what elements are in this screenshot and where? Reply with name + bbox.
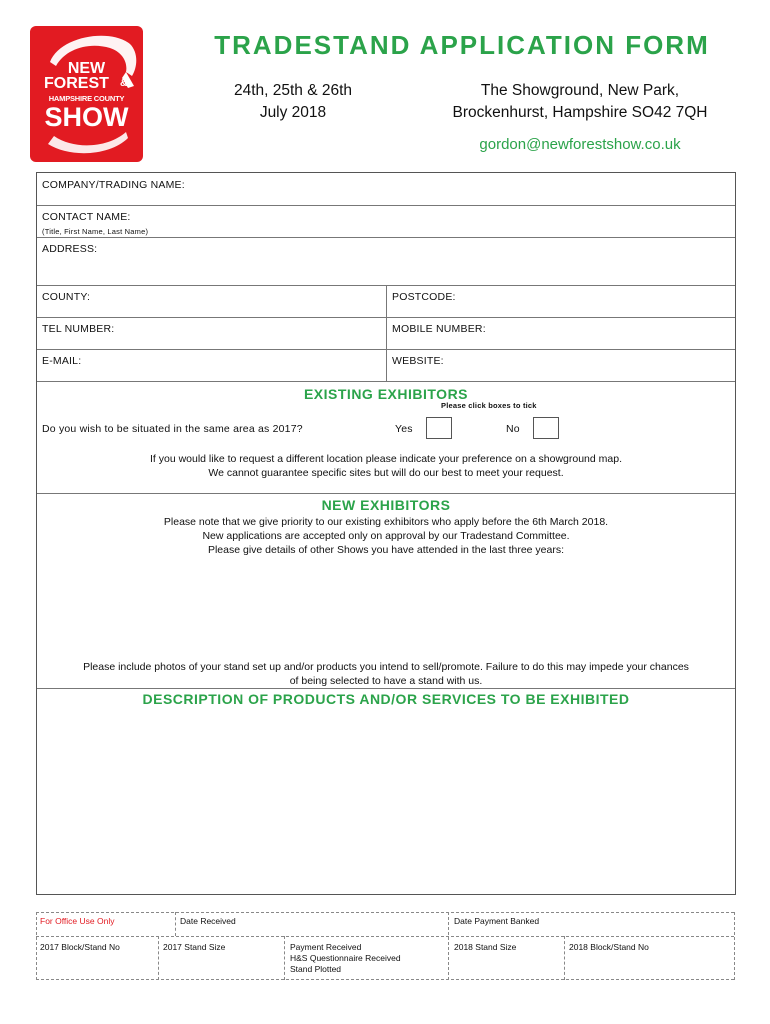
block-2018-label: 2018 Block/Stand No: [569, 942, 649, 952]
dates-line-2: July 2018: [259, 104, 327, 121]
divider: [36, 912, 734, 913]
description-heading: DESCRIPTION OF PRODUCTS AND/OR SERVICES TO BE EXHIBITED: [142, 691, 630, 707]
logo-ampersand: &: [120, 78, 128, 89]
no-label: No: [506, 423, 520, 435]
office-use-label: For Office Use Only: [40, 916, 115, 926]
divider: [36, 936, 734, 937]
stand-size-2018-label: 2018 Stand Size: [454, 942, 517, 952]
divider: [734, 912, 735, 980]
divider: [37, 349, 735, 350]
hs-questionnaire-label: H&S Questionnaire Received: [290, 953, 401, 963]
divider: [36, 912, 37, 980]
company-name-label: COMPANY/TRADING NAME:: [42, 179, 185, 191]
yes-checkbox[interactable]: [426, 417, 452, 439]
email-label: E-MAIL:: [42, 355, 82, 367]
date-received-label: Date Received: [180, 916, 236, 926]
divider: [37, 381, 735, 382]
website-label: WEBSITE:: [392, 355, 444, 367]
contact-email-link[interactable]: gordon@newforestshow.co.uk: [479, 136, 681, 153]
stand-size-2017-label: 2017 Stand Size: [163, 942, 226, 952]
divider: [37, 688, 735, 689]
new-exhibitors-heading: NEW EXHIBITORS: [321, 497, 451, 513]
same-area-question: Do you wish to be situated in the same area as 2017?: [42, 423, 303, 435]
address-label: ADDRESS:: [42, 243, 98, 255]
photos-note-line-1: Please include photos of your stand set up and/or products you intend to sell/promote. Failure to do this may impede your chances: [83, 661, 689, 673]
divider: [158, 936, 159, 980]
venue-line-2: Brockenhurst, Hampshire SO42 7QH: [452, 104, 708, 121]
logo-forest: FOREST: [44, 75, 109, 92]
divider: [37, 237, 735, 238]
logo-show: SHOW: [44, 102, 129, 132]
payment-received-label: Payment Received: [290, 942, 362, 952]
tick-instructions: Please click boxes to tick: [441, 401, 537, 410]
approval-note: New applications are accepted only on approval by our Tradestand Committee.: [202, 530, 570, 542]
application-form: [36, 172, 736, 895]
block-2017-label: 2017 Block/Stand No: [40, 942, 120, 952]
contact-name-hint: (Title, First Name, Last Name): [42, 227, 149, 236]
photos-note-line-2: of being selected to have a stand with us.: [289, 675, 483, 687]
tel-number-label: TEL NUMBER:: [42, 323, 115, 335]
venue-line-1: The Showground, New Park,: [480, 82, 680, 99]
form-title: TRADESTAND APPLICATION FORM: [214, 30, 710, 60]
postcode-label: POSTCODE:: [392, 291, 456, 303]
divider: [175, 912, 176, 936]
mobile-number-label: MOBILE NUMBER:: [392, 323, 486, 335]
divider: [37, 317, 735, 318]
logo-new: NEW: [67, 60, 106, 77]
dates-line-1: 24th, 25th & 26th: [233, 82, 353, 99]
county-label: COUNTY:: [42, 291, 91, 303]
show-logo: [30, 26, 143, 162]
site-guarantee-note: We cannot guarantee specific sites but will do our best to meet your request.: [208, 467, 564, 479]
divider: [37, 493, 735, 494]
office-use-table: [36, 912, 734, 980]
stand-plotted-label: Stand Plotted: [290, 964, 342, 974]
divider: [36, 979, 734, 980]
column-divider: [386, 285, 387, 381]
date-payment-banked-label: Date Payment Banked: [454, 916, 540, 926]
other-shows-prompt: Please give details of other Shows you have attended in the last three years:: [207, 544, 565, 556]
location-request-note: If you would like to request a different location please indicate your preference on a showground map.: [149, 453, 622, 465]
show-dates: [218, 80, 368, 124]
logo-hampshire-county: HAMPSHIRE COUNTY: [48, 94, 125, 103]
yes-label: Yes: [395, 423, 413, 435]
contact-name-label: CONTACT NAME:: [42, 211, 131, 223]
divider: [284, 936, 285, 980]
priority-note: Please note that we give priority to our existing exhibitors who apply before the 6th March 2018.: [163, 516, 609, 528]
divider: [564, 936, 565, 980]
existing-exhibitors-heading: EXISTING EXHIBITORS: [303, 386, 469, 402]
divider: [37, 205, 735, 206]
divider: [448, 912, 449, 980]
no-checkbox[interactable]: [533, 417, 559, 439]
venue-address: [430, 80, 730, 124]
